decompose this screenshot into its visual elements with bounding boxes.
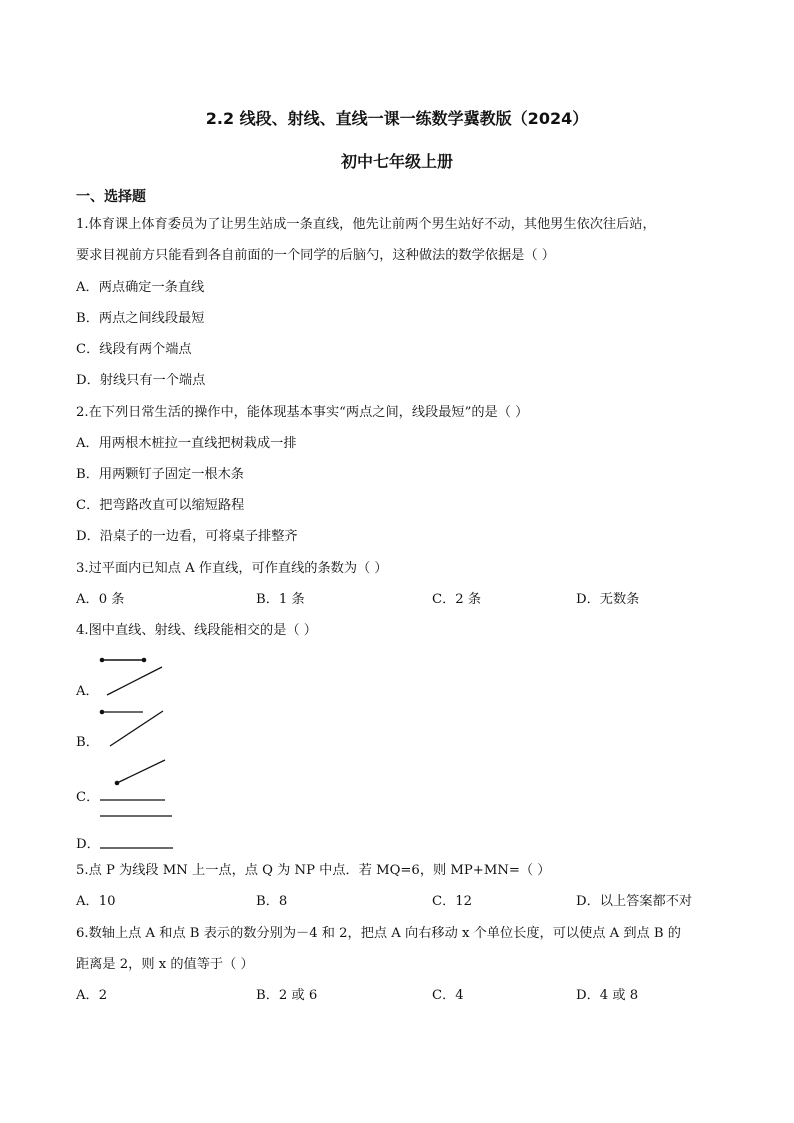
q1-option-a[interactable]: A．两点确定一条直线 (76, 280, 205, 295)
q4-option-a[interactable]: A． (76, 684, 99, 699)
q6-option-b[interactable]: B．2 或 6 (256, 988, 318, 1003)
q3-option-a[interactable]: A．0 条 (76, 592, 125, 607)
q2-option-c[interactable]: C．把弯路改直可以缩短路程 (76, 498, 245, 513)
q5-option-b[interactable]: B．8 (256, 894, 288, 909)
q5-option-c[interactable]: C．12 (432, 894, 473, 909)
q2-option-b[interactable]: B．用两颗钉子固定一根木条 (76, 467, 244, 482)
document-title: 2.2 线段、射线、直线一课一练数学冀教版（2024） (205, 109, 589, 128)
q3-option-d[interactable]: D．无数条 (576, 592, 640, 607)
q4-figure-c (100, 760, 172, 816)
q4-option-d[interactable]: D． (76, 837, 100, 852)
q2-option-a[interactable]: A．用两根木桩拉一直线把树栽成一排 (76, 436, 297, 451)
q1-stem-line2: 要求目视前方只能看到各自前面的一个同学的后脑勺，这种做法的数学依据是（ ） (76, 248, 555, 263)
q2-option-d[interactable]: D．沿桌子的一边看，可将桌子排整齐 (76, 529, 298, 544)
q4-stem: 4.图中直线、射线、线段能相交的是（ ） (76, 623, 317, 638)
q5-option-a[interactable]: A．10 (76, 894, 116, 909)
q3-option-b[interactable]: B．1 条 (256, 592, 305, 607)
q4-option-b[interactable]: B． (76, 735, 99, 750)
q4-figure-a (100, 658, 162, 695)
q1-stem-line1: 1.体育课上体育委员为了让男生站成一条直线，他先让前两个男生站好不动，其他男生依次往后站， (76, 217, 656, 232)
q6-stem-line1: 6.数轴上点 A 和点 B 表示的数分别为－4 和 2，把点 A 向右移动 x 个单位长度，可以使点 A 到点 B 的 (76, 926, 681, 941)
q3-stem: 3.过平面内已知点 A 作直线，可作直线的条数为（ ） (76, 561, 388, 576)
q1-option-d[interactable]: D．射线只有一个端点 (76, 373, 206, 388)
q6-option-a[interactable]: A．2 (76, 988, 108, 1003)
q4-option-c[interactable]: C． (76, 790, 100, 805)
q4-figure-b (100, 710, 163, 746)
q3-option-c[interactable]: C．2 条 (432, 592, 482, 607)
q1-option-b[interactable]: B．两点之间线段最短 (76, 311, 205, 326)
q2-stem: 2.在下列日常生活的操作中，能体现基本事实“两点之间，线段最短”的是（ ） (76, 405, 529, 420)
section-heading: 一、选择题 (76, 189, 146, 205)
document-subtitle: 初中七年级上册 (340, 152, 453, 171)
q5-option-d[interactable]: D．以上答案都不对 (576, 894, 693, 909)
q6-stem-line2: 距离是 2，则 x 的值等于（ ） (76, 957, 254, 972)
q6-option-c[interactable]: C．4 (432, 988, 464, 1003)
q1-option-c[interactable]: C．线段有两个端点 (76, 342, 192, 357)
q6-option-d[interactable]: D．4 或 8 (576, 988, 639, 1003)
q5-stem: 5.点 P 为线段 MN 上一点，点 Q 为 NP 中点．若 MQ=6，则 MP+MN=（ ） (76, 863, 551, 878)
